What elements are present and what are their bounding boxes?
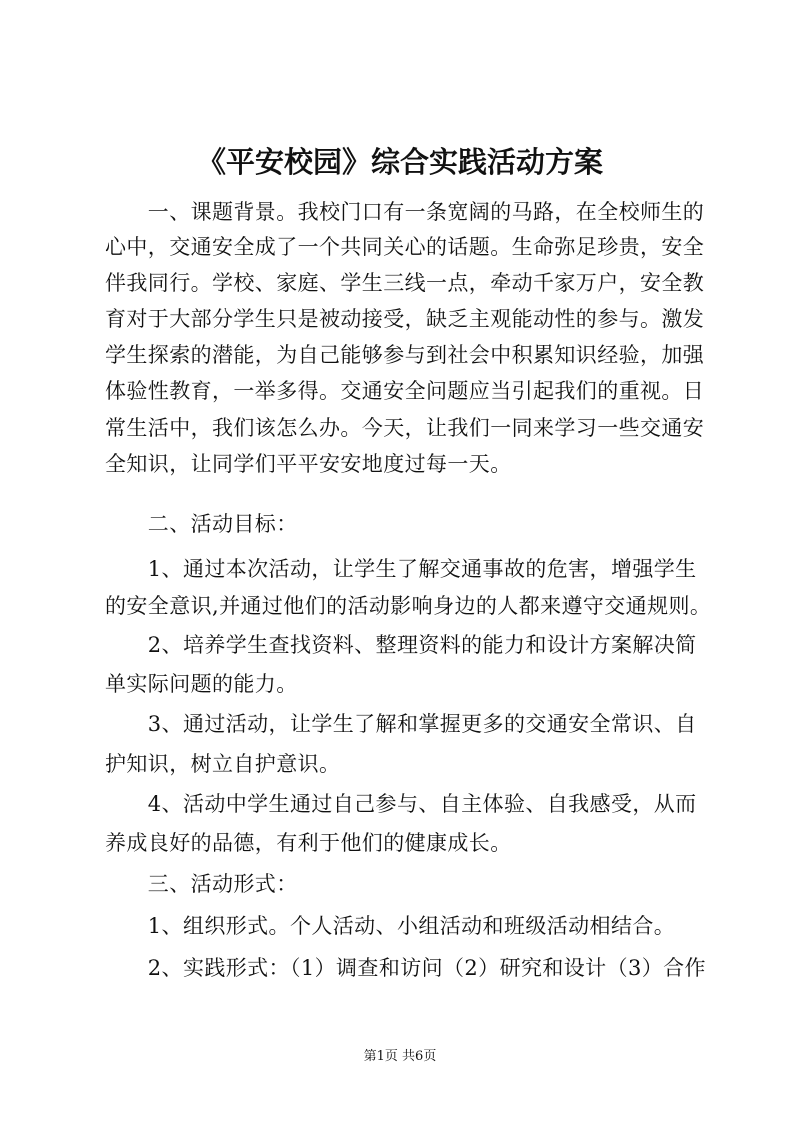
body-line-19: 1、组织形式。个人活动、小组活动和班级活动相结合。 <box>105 914 676 938</box>
body-line-6: 体验性教育，一举多得。交通安全问题应当引起我们的重视。日 <box>105 379 705 403</box>
body-line-5: 学生探索的潜能，为自己能够参与到社会中积累知识经验，加强 <box>105 343 705 367</box>
document-title: 《平安校园》综合实践活动方案 <box>196 145 603 179</box>
body-line-8: 全知识，让同学们平平安安地度过每一天。 <box>105 452 512 476</box>
body-line-4: 育对于大部分学生只是被动接受，缺乏主观能动性的参与。激发 <box>105 307 705 331</box>
body-line-2: 心中，交通安全成了一个共同关心的话题。生命弥足珍贵，安全 <box>105 235 705 259</box>
body-line-7: 常生活中，我们该怎么办。今天，让我们一同来学习一些交通安 <box>105 416 705 440</box>
body-line-12: 2、培养学生查找资料、整理资料的能力和设计方案解决简 <box>105 633 697 657</box>
body-line-17: 养成良好的品德，有利于他们的健康成长。 <box>105 831 512 855</box>
section-heading-2: 二、活动目标： <box>105 512 298 536</box>
body-line-14: 3、通过活动，让学生了解和掌握更多的交通安全常识、自 <box>105 712 697 736</box>
body-line-16: 4、活动中学生通过自己参与、自主体验、自我感受，从而 <box>105 792 697 816</box>
body-line-13: 单实际问题的能力。 <box>105 672 298 696</box>
page-number-footer: 第1页 共6页 <box>363 1049 437 1064</box>
body-line-20: 2、实践形式：（1）调查和访问（2）研究和设计（3）合作 <box>105 956 706 980</box>
body-line-15: 护知识，树立自护意识。 <box>105 752 341 776</box>
body-line-10: 1、通过本次活动，让学生了解交通事故的危害，增强学生 <box>105 557 697 581</box>
body-line-11: 的安全意识,并通过他们的活动影响身边的人都来遵守交通规则。 <box>105 594 712 618</box>
body-line-3: 伴我同行。学校、家庭、学生三线一点，牵动千家万户，安全教 <box>105 271 705 295</box>
body-line-1: 一、课题背景。我校门口有一条宽阔的马路，在全校师生的 <box>105 200 705 224</box>
section-heading-3: 三、活动形式： <box>105 872 298 896</box>
